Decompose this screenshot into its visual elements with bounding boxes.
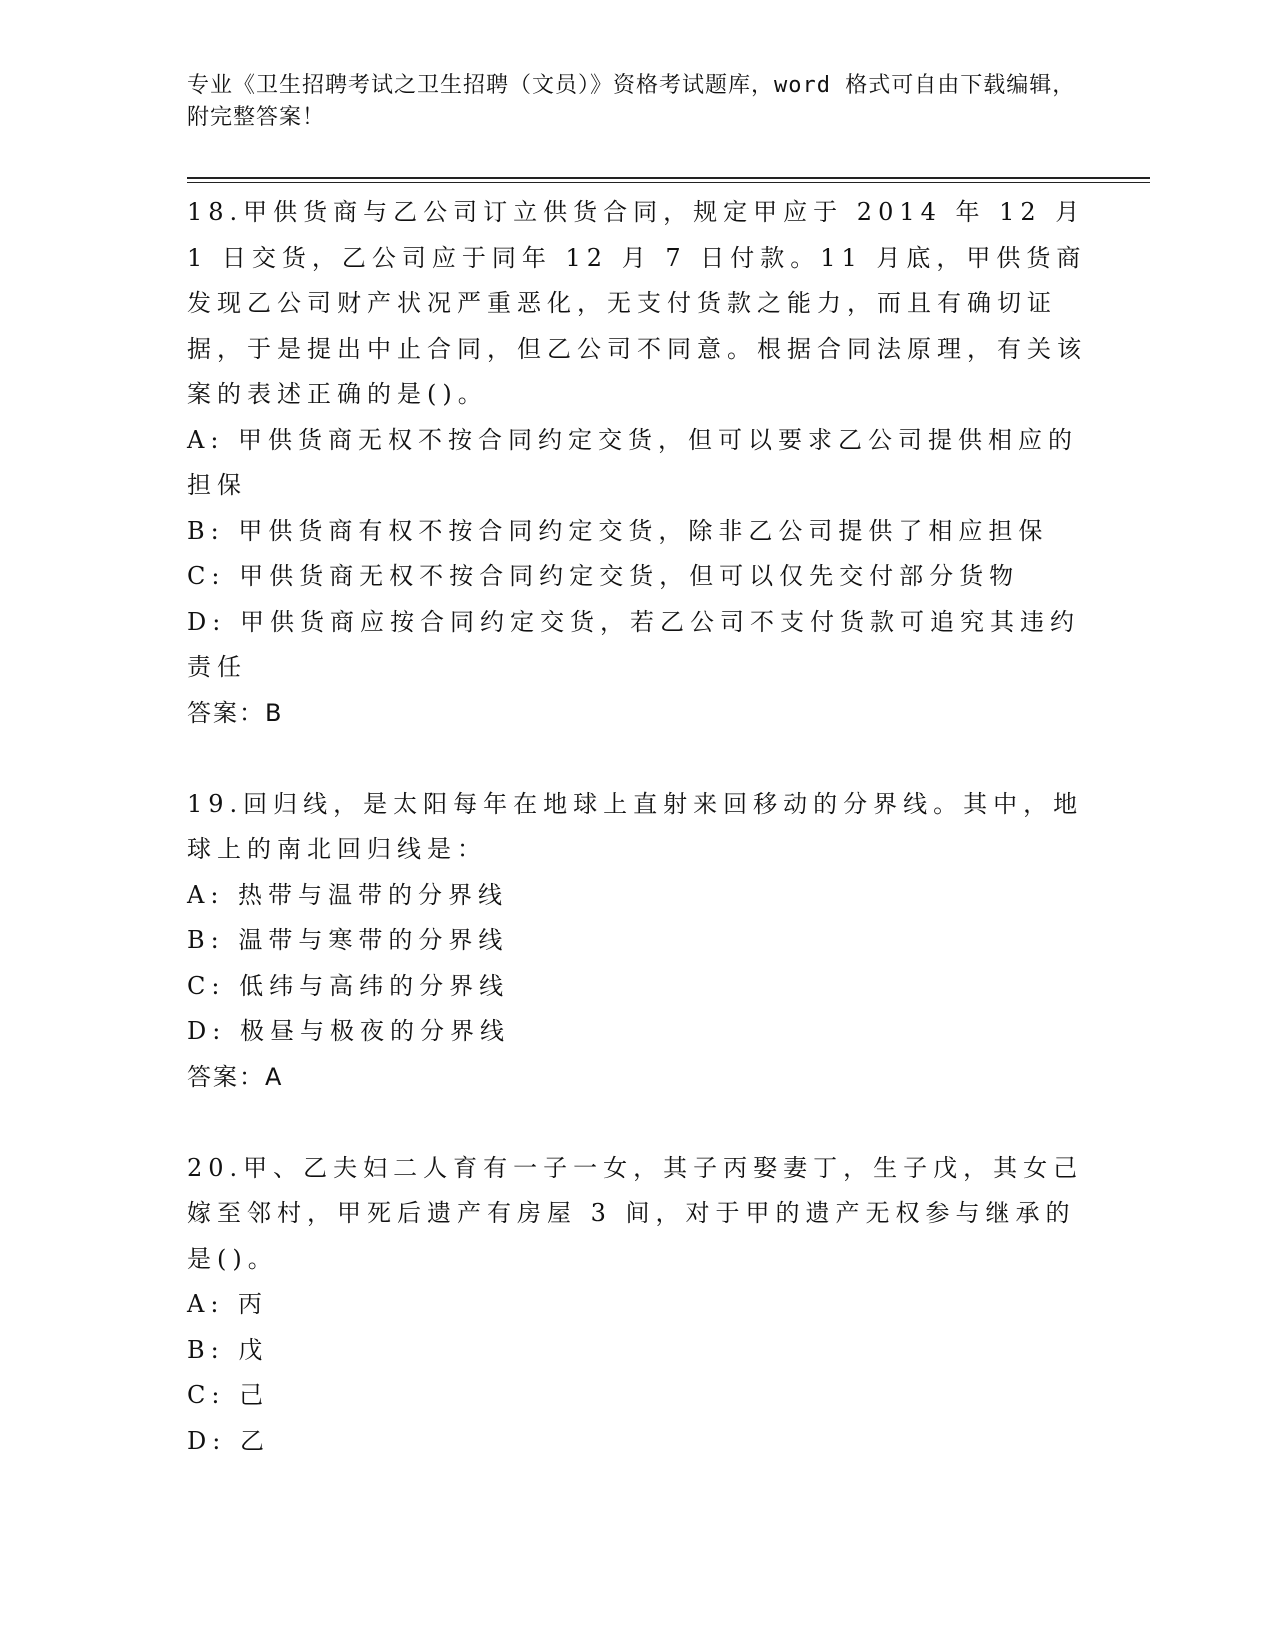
question-stem: 20.甲、乙夫妇二人育有一子一女，其子丙娶妻丁，生子戊，其女己嫁至邻村，甲死后遗产有房屋 3 间，对于甲的遗产无权参与继承的是()。	[187, 1153, 1084, 1273]
option-b: B: 甲供货商有权不按合同约定交货，除非乙公司提供了相应担保	[187, 516, 1049, 545]
option-a: A: 热带与温带的分界线	[187, 880, 509, 909]
option-a: A: 丙	[187, 1290, 269, 1318]
option-d: D: 乙	[187, 1426, 270, 1455]
header-rule-thin	[187, 182, 1150, 183]
document-header: 专业《卫生招聘考试之卫生招聘（文员）》资格考试题库，word 格式可自由下载编辑，附完整答案！	[187, 73, 1076, 130]
question-gap	[187, 736, 1087, 782]
option-a: A: 甲供货商无权不按合同约定交货，但可以要求乙公司提供相应的担保	[187, 425, 1079, 499]
option-c: C: 甲供货商无权不按合同约定交货，但可以仅先交付部分货物	[187, 562, 1020, 590]
option-c: C: 己	[187, 1381, 270, 1409]
option-d: D: 极昼与极夜的分界线	[187, 1017, 510, 1045]
option-b: B: 温带与寒带的分界线	[187, 926, 509, 954]
question-stem: 18.甲供货商与乙公司订立供货合同，规定甲应于 2014 年 12 月 1 日交货，乙公司应于同年 12 月 7 日付款。11 月底，甲供货商发现乙公司财产状况严重恶化，无支付货款之能力，而且有确切证据，于是提出中止合同，但乙公司不同意。根据合同法原理，有关该案的表述正确的是()。	[187, 198, 1087, 408]
question-19	[187, 782, 1087, 1101]
question-list	[187, 190, 1087, 1464]
option-c: C: 低纬与高纬的分界线	[187, 971, 510, 1000]
header-rule-thick	[187, 177, 1150, 179]
question-18	[187, 190, 1087, 736]
question-gap	[187, 1100, 1087, 1146]
option-b: B: 戊	[187, 1335, 269, 1364]
answer-label: 答案：B	[187, 698, 284, 727]
option-d: D: 甲供货商应按合同约定交货，若乙公司不支付货款可追究其违约责任	[187, 607, 1080, 681]
answer-label: 答案：A	[187, 1062, 284, 1091]
question-stem: 19.回归线，是太阳每年在地球上直射来回移动的分界线。其中，地球上的南北回归线是：	[187, 789, 1084, 863]
question-20	[187, 1146, 1087, 1465]
